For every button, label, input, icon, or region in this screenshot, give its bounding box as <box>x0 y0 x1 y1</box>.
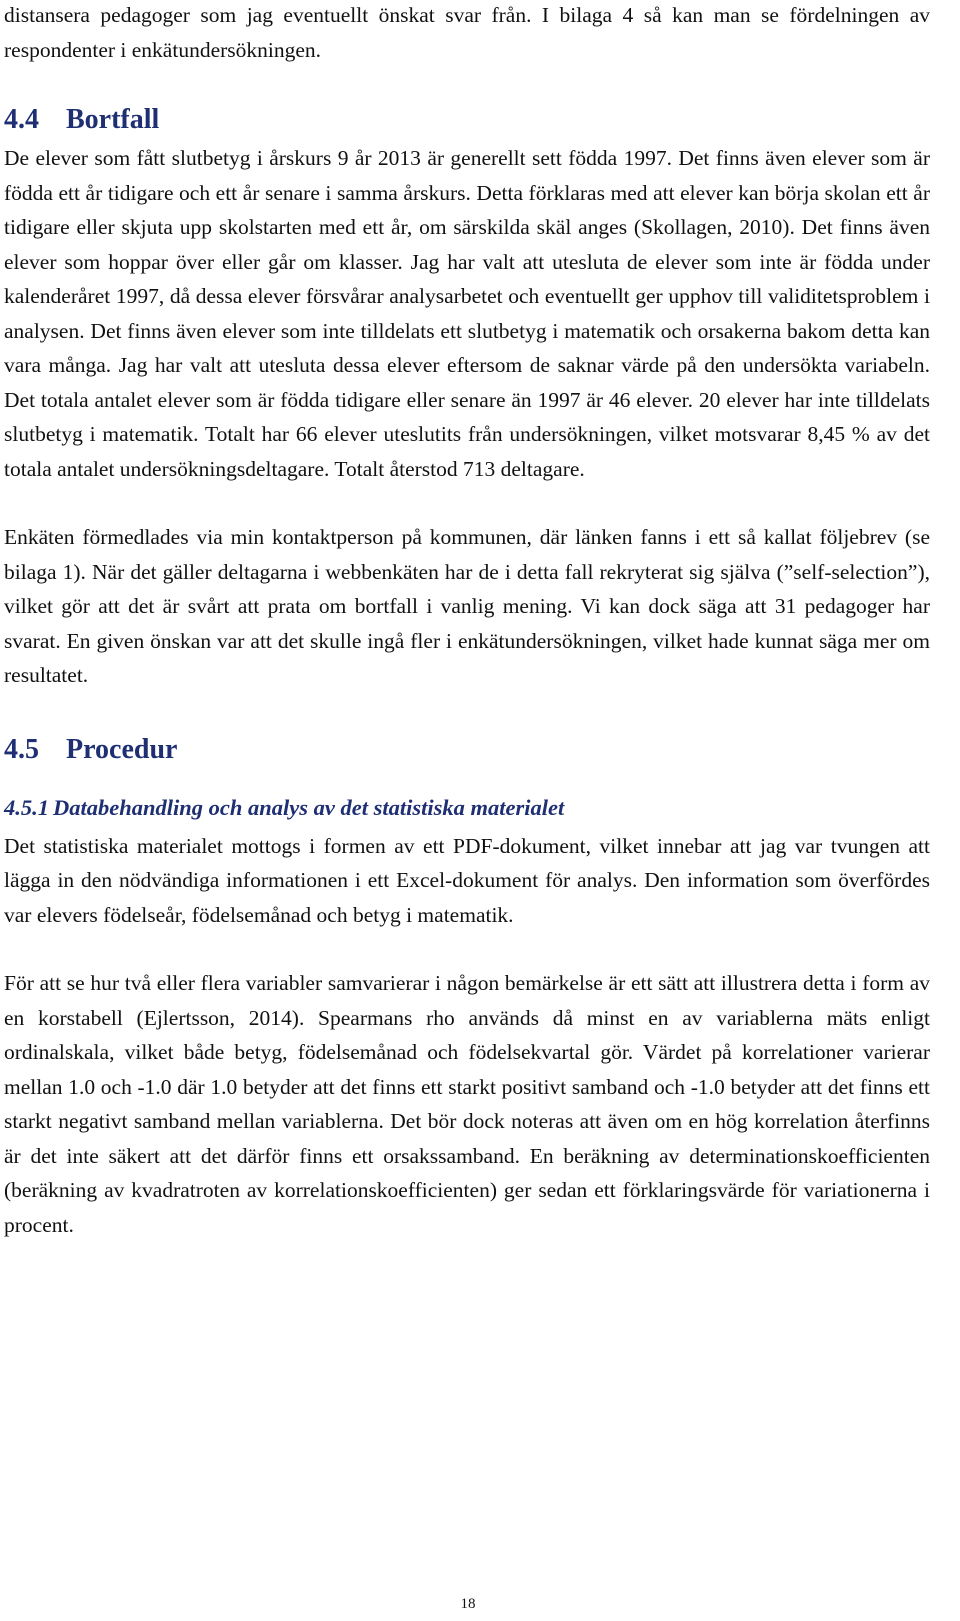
bortfall-paragraph-1: De elever som fått slutbetyg i årskurs 9 år 2013 är generellt sett födda 1997. Det finns även elever som är födda ett år tidigare och ett år senare i samma årskurs. Detta förklaras med att elever kan börja skolan ett år tidigare eller skjuta upp skolstarten med ett år, om särskilda skäl anges (Skollagen, 2010). Det finns även elever som hoppar över eller går om klasser. Jag har valt att utesluta de elever som inte är födda under kalenderåret 1997, då dessa elever försvårar analysarbetet och eventuellt ger upphov till validitetsproblem i analysen. Det finns även elever som inte tilldelats ett slutbetyg i matematik och orsakerna bakom detta kan vara många. Jag har valt att utesluta dessa elever eftersom de saknar värde på den undersökta variabeln. Det totala antalet elever som är födda tidigare eller senare än 1997 är 46 elever. 20 elever har inte tilldelats slutbetyg i matematik. Totalt har 66 elever uteslutits från undersökningen, vilket motsvarar 8,45 % av det totala antalet undersökningsdeltagare. Totalt återstod 713 deltagare. <box>4 146 930 481</box>
section-title: Procedur <box>66 733 178 765</box>
section-number: 4.4 <box>4 104 39 135</box>
subsection-title: Databehandling och analys av det statistiska materialet <box>53 794 565 820</box>
section-heading-bortfall <box>4 103 930 137</box>
section-number: 4.5 <box>4 733 39 765</box>
page-number: 18 <box>460 1596 476 1612</box>
databehandling-paragraph-2: För att se hur två eller flera variabler samvarierar i någon bemärkelse är ett sätt att illustrera detta i form av en korstabell (Ejlertsson, 2014). Spearmans rho används då minst en av variablerna mäts enligt ordinalskala, vilket både betyg, födelsemånad och födelsekvartal gör. Värdet på korrelationer varierar mellan 1.0 och -1.0 där 1.0 betyder att det finns ett starkt positivt samband och -1.0 betyder att det finns ett starkt negativt samband mellan variablerna. Det bör dock noteras att även om en hög korrelation återfinns är det inte säkert att det därför finns ett orsakssamband. En beräkning av determinationskoefficienten (beräkning av kvadratroten av korrelationskoefficienten) ger sedan ett förklaringsvärde för variationerna i procent. <box>4 971 930 1237</box>
section-title: Bortfall <box>66 104 160 135</box>
databehandling-paragraph-1: Det statistiska materialet mottogs i formen av ett PDF-dokument, vilket innebar att jag var tvungen att lägga in den nödvändiga informationen i ett Excel-dokument för analys. Den information som överfördes var elevers födelseår, födelsemånad och betyg i matematik. <box>4 833 930 927</box>
subsection-number: 4.5.1 <box>4 794 49 820</box>
section-heading-procedur <box>4 733 930 767</box>
intro-paragraph: distansera pedagoger som jag eventuellt önskat svar från. I bilaga 4 så kan man se fördelningen av respondenter i enkätundersökningen. <box>4 3 930 62</box>
document-page <box>4 0 930 1242</box>
subsection-heading-databehandling <box>4 793 930 823</box>
bortfall-paragraph-2: Enkäten förmedlades via min kontaktperson på kommunen, där länken fanns i ett så kallat följebrev (se bilaga 1). När det gäller deltagarna i webbenkäten har de i detta fall rekryterat sig själva (”self-selection”), vilket gör att det är svårt att prata om bortfall i vanlig mening. Vi kan dock säga att 31 pedagoger har svarat. En given önskan var att det skulle ingå fler i enkätundersökningen, vilket hade kunnat säga mer om resultatet. <box>4 525 930 687</box>
